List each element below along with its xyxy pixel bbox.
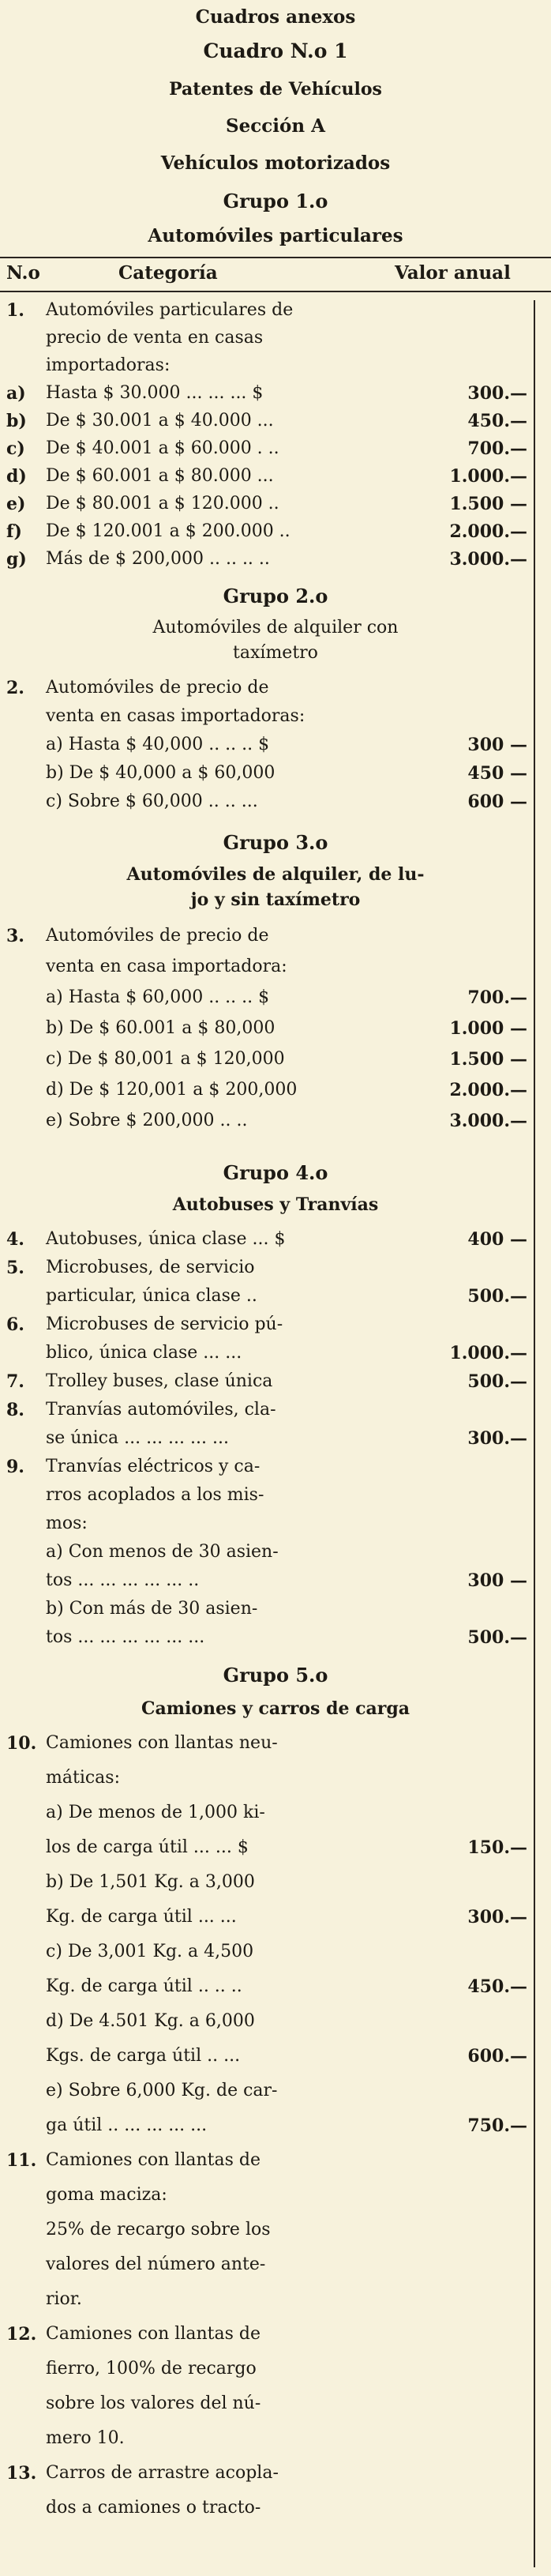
group-1-subtitle: Automóviles particulares <box>148 225 403 246</box>
row-value: 2.000.— <box>449 1080 527 1100</box>
table-row <box>0 383 551 410</box>
row-text: De $ 40.001 a $ 60.000 . .. <box>46 438 279 458</box>
row-text: Más de $ 200,000 .. .. .. .. <box>46 549 270 569</box>
group-4-title: Grupo 4.o <box>223 1161 328 1184</box>
row-value: 1.000 — <box>449 1018 527 1039</box>
row-number: e) <box>6 494 26 514</box>
table-row <box>0 2428 551 2455</box>
table-header <box>0 259 551 291</box>
row-value: 300.— <box>467 383 527 404</box>
table-row <box>0 1907 551 1934</box>
group-1-title: Grupo 1.o <box>223 190 328 212</box>
table-row <box>0 1485 551 1512</box>
row-text: goma maciza: <box>46 2185 167 2205</box>
table-row <box>0 987 551 1014</box>
table-row <box>0 1942 551 1969</box>
table-row <box>0 1400 551 1427</box>
row-text: venta en casas importadoras: <box>46 706 305 726</box>
table-row <box>0 2220 551 2247</box>
row-number: 10. <box>6 1733 37 1754</box>
row-text: Tranvías eléctricos y ca- <box>46 1457 261 1476</box>
row-number: 8. <box>6 1400 24 1420</box>
table-row <box>0 411 551 438</box>
row-number: b) <box>6 411 27 431</box>
row-text: se única ... ... ... ... ... <box>46 1428 229 1448</box>
row-value: 700.— <box>467 438 527 459</box>
table-row <box>0 1314 551 1341</box>
annex-title: Cuadros anexos <box>195 6 356 28</box>
table-title: Cuadro N.o 1 <box>203 39 348 62</box>
row-text: Microbuses de servicio pú- <box>46 1314 283 1334</box>
table-row <box>0 1768 551 1795</box>
table-row <box>0 1627 551 1654</box>
row-text: Camiones con llantas de <box>46 2150 261 2170</box>
row-text: Kg. de carga útil .. .. .. <box>46 1976 242 1996</box>
group-3-title: Grupo 3.o <box>223 831 328 854</box>
table-row <box>0 2081 551 2108</box>
row-number: g) <box>6 549 27 570</box>
row-number: 4. <box>6 1229 24 1250</box>
row-text: importadoras: <box>46 355 171 375</box>
row-value: 500.— <box>467 1286 527 1307</box>
row-text: tos ... ... ... ... ... .. <box>46 1570 200 1590</box>
table-row <box>0 1976 551 2003</box>
row-text: precio de venta en casas <box>46 328 264 348</box>
row-text: b) Con más de 30 asien- <box>46 1599 258 1619</box>
row-text: De $ 80.001 a $ 120.000 .. <box>46 494 279 513</box>
table-row <box>0 438 551 465</box>
table-row <box>0 1514 551 1540</box>
row-text: a) De menos de 1,000 ki- <box>46 1803 265 1822</box>
row-text: a) Hasta $ 40,000 .. .. .. $ <box>46 735 270 754</box>
row-number: 3. <box>6 926 24 946</box>
row-text: Kgs. de carga útil .. ... <box>46 2046 241 2066</box>
row-text: b) De $ 40,000 a $ 60,000 <box>46 763 276 783</box>
table-row <box>0 466 551 493</box>
row-value: 300.— <box>467 1428 527 1449</box>
row-value: 500.— <box>467 1371 527 1392</box>
row-text: Automóviles particulares de <box>46 300 294 320</box>
row-text: c) De $ 80,001 a $ 120,000 <box>46 1049 285 1069</box>
row-number: 1. <box>6 300 24 321</box>
table-row <box>0 957 551 983</box>
group-2-title: Grupo 2.o <box>223 585 328 607</box>
row-value: 600 — <box>467 792 527 812</box>
table-row <box>0 678 551 705</box>
row-text: máticas: <box>46 1768 120 1788</box>
row-value: 2.000.— <box>449 521 527 542</box>
row-text: venta en casa importadora: <box>46 957 287 976</box>
row-text: ga útil .. ... ... ... ... <box>46 2115 208 2135</box>
row-value: 1.000.— <box>449 1343 527 1363</box>
group-5-title: Grupo 5.o <box>223 1664 328 1687</box>
table-row <box>0 735 551 762</box>
table-row <box>0 521 551 548</box>
table-row <box>0 1872 551 1899</box>
table-row <box>0 706 551 733</box>
row-number: c) <box>6 438 25 459</box>
table-row <box>0 1049 551 1076</box>
col-number-header: N.o <box>6 262 40 284</box>
row-number: 12. <box>6 2324 37 2345</box>
row-text: a) Con menos de 30 asien- <box>46 1542 279 1562</box>
row-text: Automóviles de precio de <box>46 678 269 698</box>
row-text: Autobuses, única clase ... $ <box>46 1229 286 1249</box>
row-value: 450.— <box>467 1976 527 1997</box>
subject-title: Patentes de Vehículos <box>169 79 382 100</box>
row-text: dos a camiones o tracto- <box>46 2498 261 2518</box>
row-text: mero 10. <box>46 2428 125 2448</box>
table-row <box>0 1018 551 1045</box>
table-row <box>0 1286 551 1313</box>
row-text: los de carga útil ... ... $ <box>46 1837 249 1857</box>
row-value: 1.500 — <box>449 1049 527 1070</box>
section-title: Sección A <box>226 115 325 137</box>
row-number: d) <box>6 466 27 487</box>
row-text: particular, única clase .. <box>46 1286 257 1306</box>
section-subtitle: Vehículos motorizados <box>160 152 391 174</box>
table-row <box>0 2498 551 2525</box>
table-row <box>0 1837 551 1864</box>
table-row <box>0 494 551 521</box>
group-5-subtitle: Camiones y carros de carga <box>141 1698 410 1719</box>
table-row <box>0 2115 551 2142</box>
table-row <box>0 1111 551 1138</box>
row-number: f) <box>6 521 22 542</box>
table-row <box>0 2185 551 2212</box>
table-row <box>0 2254 551 2281</box>
row-value: 3.000.— <box>449 549 527 570</box>
row-text: Kg. de carga útil ... ... <box>46 1907 237 1927</box>
table-row <box>0 2150 551 2177</box>
row-text: tos ... ... ... ... ... ... <box>46 1627 205 1647</box>
row-value: 750.— <box>467 2115 527 2136</box>
row-text: b) De $ 60.001 a $ 80,000 <box>46 1018 276 1038</box>
table-row <box>0 792 551 818</box>
row-text: fierro, 100% de recargo <box>46 2359 257 2379</box>
table-row <box>0 549 551 576</box>
table-row <box>0 2463 551 2490</box>
row-text: Hasta $ 30.000 ... ... ... $ <box>46 383 264 403</box>
table-header-rule <box>0 291 551 292</box>
table-row <box>0 1570 551 1597</box>
row-text: d) De $ 120,001 a $ 200,000 <box>46 1080 298 1100</box>
row-value: 1.000.— <box>449 466 527 487</box>
row-text: Automóviles de precio de <box>46 926 269 946</box>
row-value: 450.— <box>467 411 527 431</box>
row-text: De $ 30.001 a $ 40.000 ... <box>46 411 274 431</box>
row-value: 400 — <box>467 1229 527 1250</box>
row-text: Carros de arrastre acopla- <box>46 2463 279 2483</box>
row-number: 9. <box>6 1457 24 1477</box>
row-text: e) Sobre $ 200,000 .. .. <box>46 1111 248 1130</box>
row-number: 7. <box>6 1371 24 1392</box>
table-row <box>0 926 551 953</box>
table-row <box>0 2324 551 2351</box>
row-text: c) De 3,001 Kg. a 4,500 <box>46 1942 254 1961</box>
row-number: 2. <box>6 678 24 698</box>
group-2-subtitle-1: Automóviles de alquiler con <box>152 618 399 637</box>
row-text: valores del número ante- <box>46 2254 266 2274</box>
table-row <box>0 1803 551 1830</box>
row-value: 450 — <box>467 763 527 784</box>
row-text: De $ 120.001 a $ 200.000 .. <box>46 521 290 541</box>
row-text: mos: <box>46 1514 88 1533</box>
table-row <box>0 1542 551 1569</box>
row-value: 300 — <box>467 1570 527 1591</box>
value-column-rule <box>534 300 535 2567</box>
table-row <box>0 763 551 790</box>
group-3-subtitle-2: jo y sin taxímetro <box>190 889 361 910</box>
table-row <box>0 2046 551 2073</box>
row-text: rros acoplados a los mis- <box>46 1485 264 1505</box>
table-row <box>0 2011 551 2038</box>
row-number: 5. <box>6 1258 24 1278</box>
row-number: 11. <box>6 2150 37 2171</box>
row-value: 1.500 — <box>449 494 527 514</box>
row-value: 700.— <box>467 987 527 1008</box>
row-value: 300.— <box>467 1907 527 1927</box>
row-text: Camiones con llantas de <box>46 2324 261 2344</box>
row-number: 6. <box>6 1314 24 1335</box>
row-text: blico, única clase ... ... <box>46 1343 242 1363</box>
row-text: Microbuses, de servicio <box>46 1258 255 1277</box>
table-row <box>0 1229 551 1256</box>
table-row <box>0 1258 551 1284</box>
table-row <box>0 2289 551 2316</box>
col-value-header: Valor anual <box>395 262 511 284</box>
row-text: b) De 1,501 Kg. a 3,000 <box>46 1872 255 1892</box>
row-text: Camiones con llantas neu- <box>46 1733 278 1753</box>
table-row <box>0 1343 551 1370</box>
table-row <box>0 1080 551 1107</box>
table-row <box>0 2359 551 2386</box>
group-3-subtitle-1: Automóviles de alquiler, de lu- <box>126 864 425 885</box>
table-row <box>0 1599 551 1626</box>
row-value: 150.— <box>467 1837 527 1858</box>
row-text: De $ 60.001 a $ 80.000 ... <box>46 466 274 486</box>
group-4-subtitle: Autobuses y Tranvías <box>172 1194 379 1215</box>
row-text: d) De 4.501 Kg. a 6,000 <box>46 2011 255 2031</box>
table-row <box>0 1733 551 1760</box>
table-row <box>0 2394 551 2420</box>
table-row <box>0 1457 551 1484</box>
row-value: 3.000.— <box>449 1111 527 1131</box>
table-top-rule <box>0 257 551 258</box>
row-number: a) <box>6 383 26 404</box>
row-value: 600.— <box>467 2046 527 2066</box>
table-row <box>0 1428 551 1455</box>
row-text: e) Sobre 6,000 Kg. de car- <box>46 2081 278 2100</box>
row-number: 13. <box>6 2463 37 2484</box>
group-2-subtitle-2: taxímetro <box>233 643 318 663</box>
row-text: 25% de recargo sobre los <box>46 2220 271 2239</box>
row-value: 500.— <box>467 1627 527 1648</box>
table-row <box>0 1371 551 1398</box>
row-text: Trolley buses, clase única <box>46 1371 273 1391</box>
table-row <box>0 355 551 382</box>
row-text: c) Sobre $ 60,000 .. .. ... <box>46 792 258 811</box>
col-category-header: Categoría <box>118 262 218 284</box>
table-row <box>0 328 551 355</box>
row-value: 300 — <box>467 735 527 755</box>
row-text: a) Hasta $ 60,000 .. .. .. $ <box>46 987 270 1007</box>
row-text: rior. <box>46 2289 82 2309</box>
table-row <box>0 300 551 327</box>
row-text: sobre los valores del nú- <box>46 2394 261 2413</box>
row-text: Tranvías automóviles, cla- <box>46 1400 276 1420</box>
